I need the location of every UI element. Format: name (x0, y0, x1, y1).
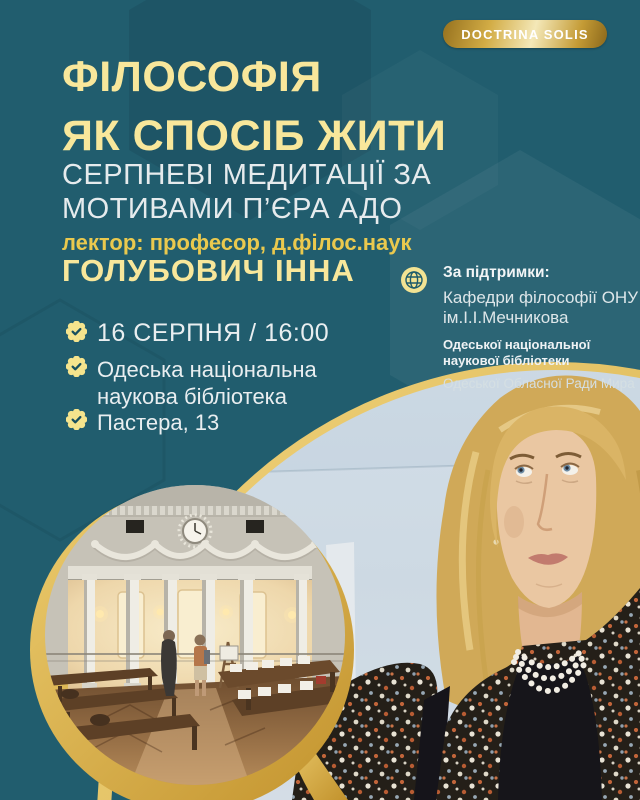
check-badge-icon (66, 409, 87, 430)
check-badge-icon (66, 356, 87, 377)
venue-label (97, 356, 317, 410)
check-badge-icon (66, 321, 87, 342)
support-item-council: Одеської Обласної Ради Мира (443, 376, 635, 391)
venue-line-1: Одеська національна (97, 357, 317, 382)
badge-label: DOCTRINA SOLIS (461, 26, 589, 42)
event-date-label: 16 СЕРПНЯ / 16:00 (97, 319, 330, 347)
doctrina-solis-badge (443, 20, 607, 48)
support-item-library (443, 337, 638, 369)
lecturer-intro: лектор: професор, д.філос.наук (62, 230, 412, 255)
support-item-university (443, 288, 638, 328)
title-line-1: ФІЛОСОФІЯ (62, 53, 322, 101)
support-university-line-1: Кафедри філософії ОНУ (443, 288, 639, 307)
support-library-line-2: наукової бібліотеки (443, 353, 570, 368)
support-heading: За підтримки: (443, 264, 550, 281)
subtitle-line-2: МОТИВАМИ П’ЄРА АДО (62, 193, 403, 225)
subtitle (62, 158, 431, 226)
support-library-line-1: Одеської національної (443, 337, 591, 352)
page-title (62, 48, 446, 166)
event-date-item (66, 321, 329, 346)
address-label: Пастера, 13 (97, 410, 220, 435)
venue-line-2: наукова бібліотека (97, 384, 288, 409)
address-item (66, 409, 219, 436)
lecturer-name: ГОЛУБОВИЧ ІННА (62, 253, 355, 288)
globe-icon (400, 266, 428, 294)
support-university-line-2: ім.І.І.Мечникова (443, 308, 569, 327)
title-line-2: ЯК СПОСІБ ЖИТИ (62, 112, 447, 160)
subtitle-line-1: СЕРПНЕВІ МЕДИТАЦІЇ ЗА (62, 159, 432, 191)
support-section (400, 264, 638, 392)
venue-item (66, 356, 317, 410)
